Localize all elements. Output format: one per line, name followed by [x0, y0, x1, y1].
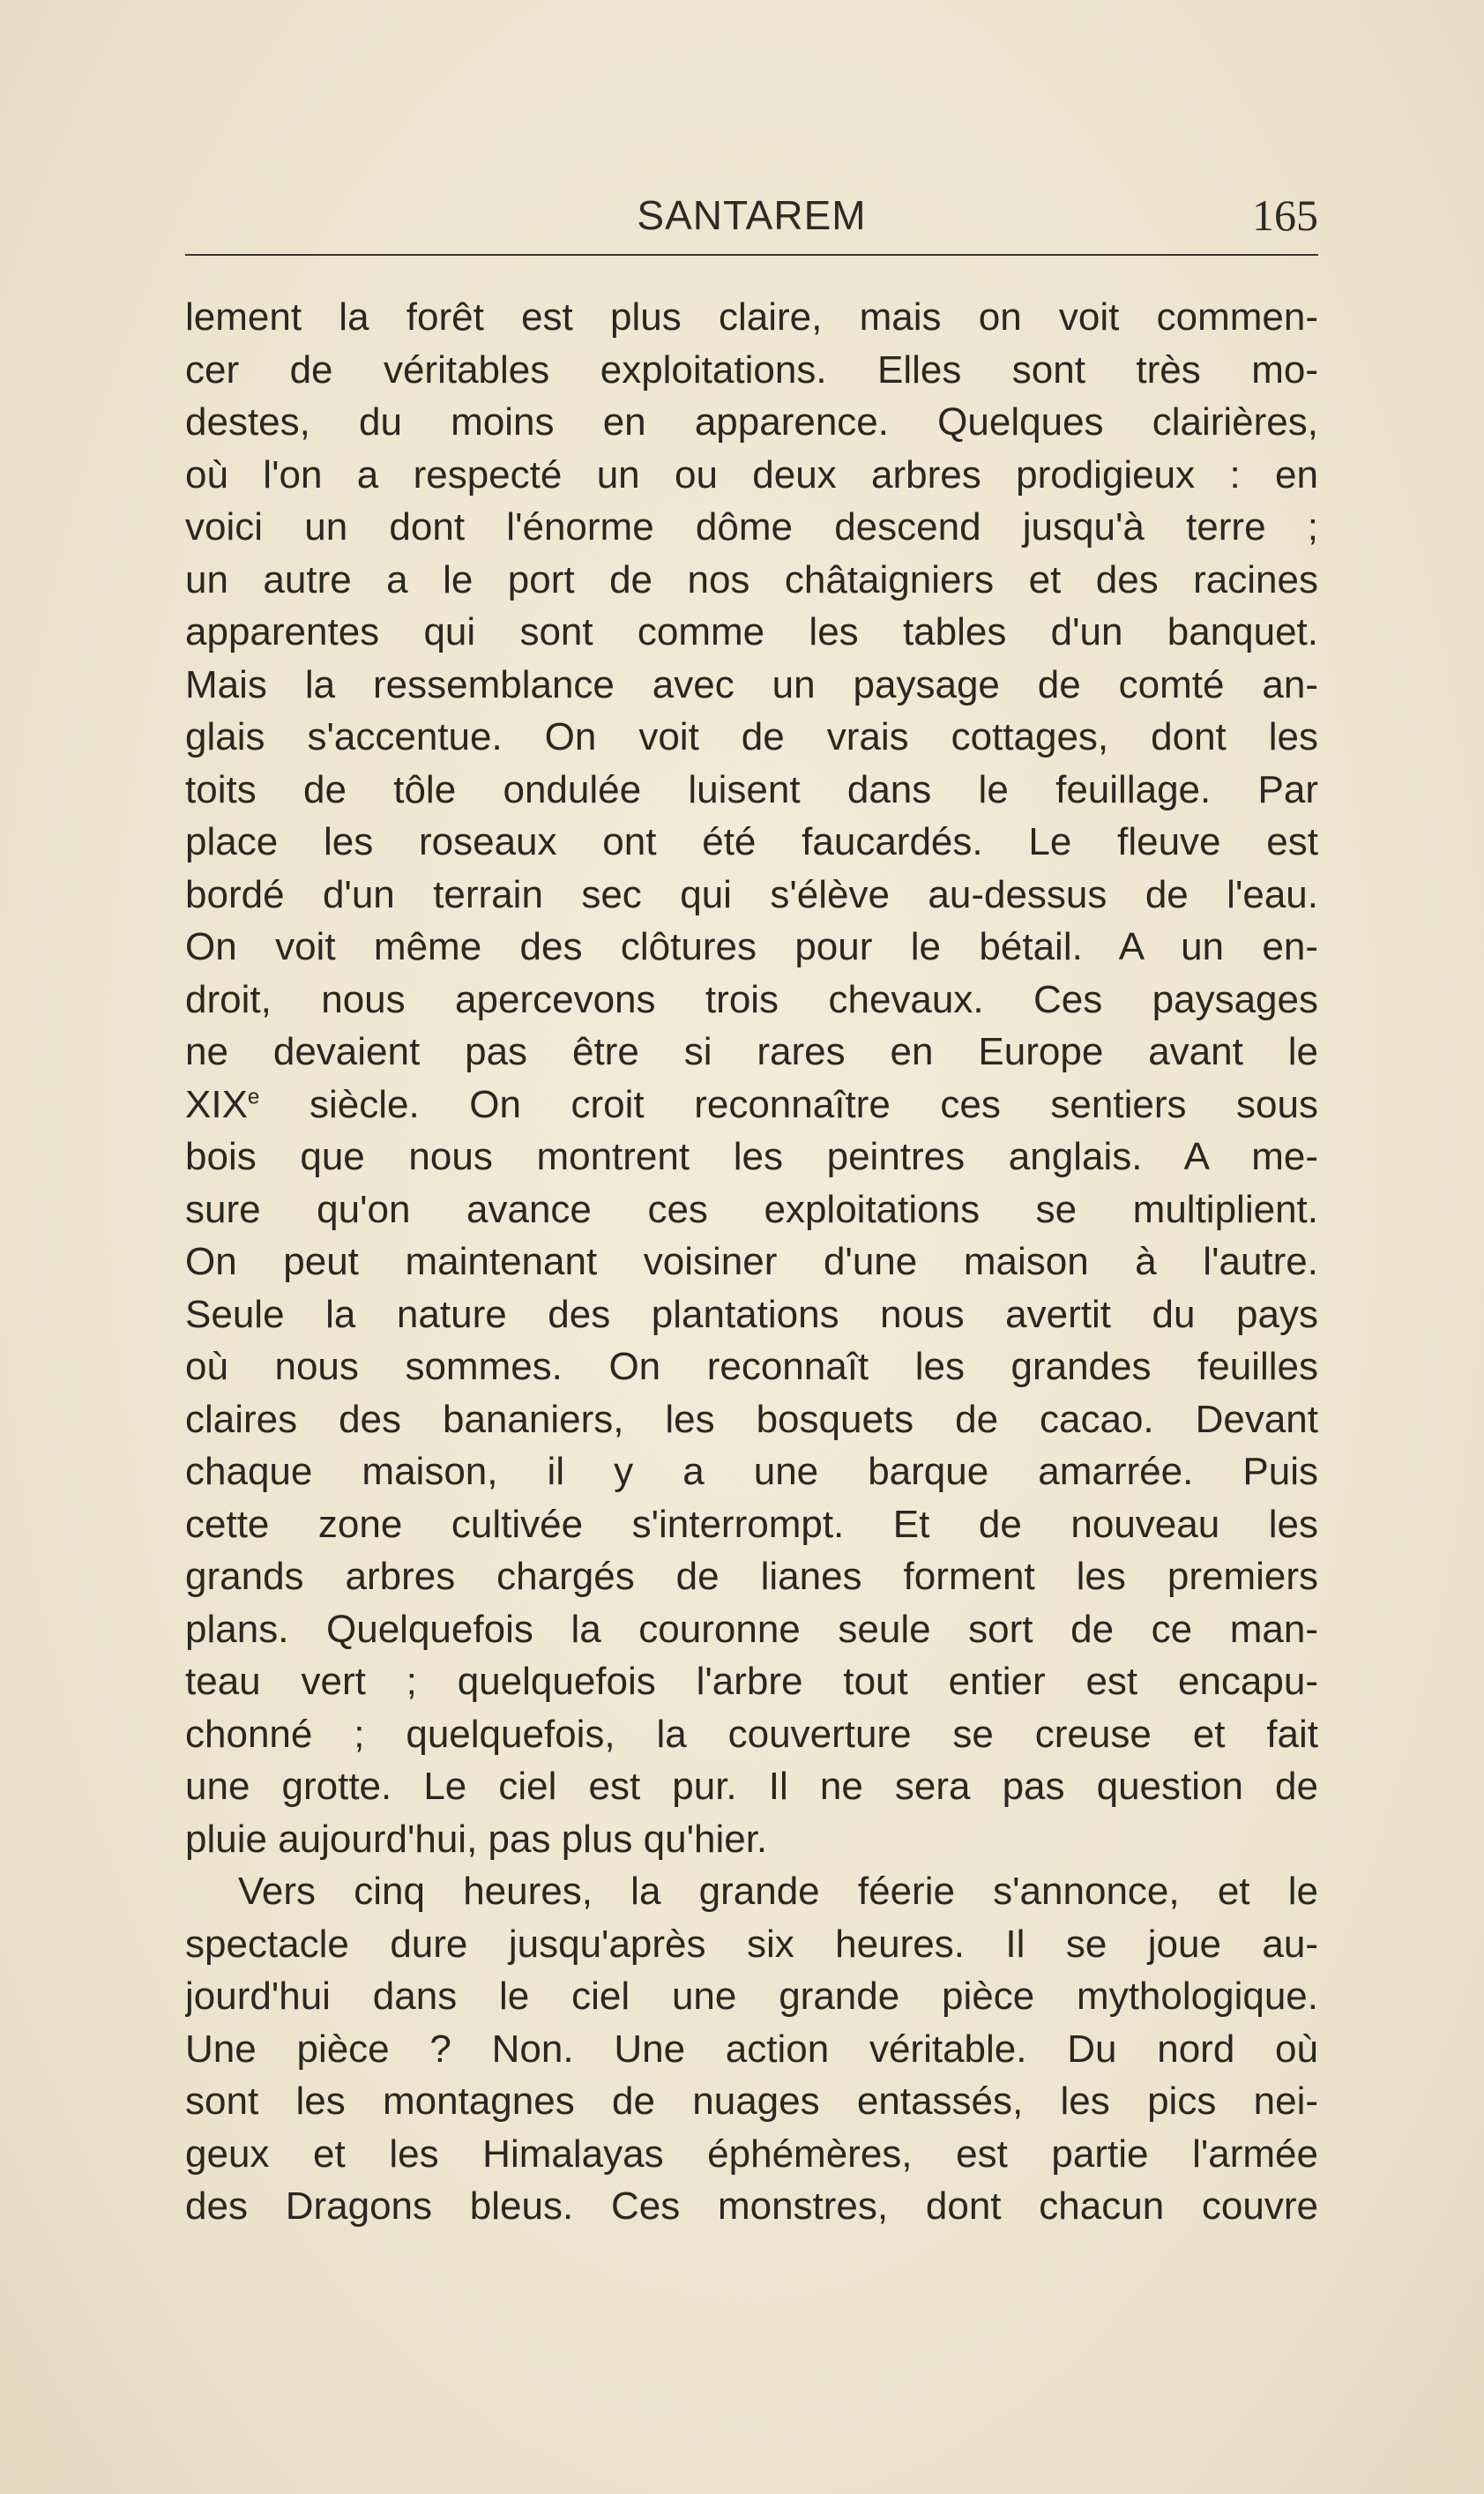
- text-line: apparentes qui sont comme les tables d'un banquet.: [185, 610, 1318, 653]
- text-line: destes, du moins en apparence. Quelques clairières,: [185, 400, 1318, 444]
- page-number: 165: [1252, 190, 1318, 240]
- text-line: des Dragons bleus. Ces monstres, dont chacun couvre: [185, 2184, 1318, 2228]
- text-line: une grotte. Le ciel est pur. Il ne sera pas question de: [185, 1765, 1318, 1808]
- text-line: On voit même des clôtures pour le bétail. A un en-: [185, 925, 1318, 968]
- text-line: spectacle dure jusqu'après six heures. Il se joue au-: [185, 1922, 1318, 1966]
- text-line: sont les montagnes de nuages entassés, les pics nei-: [185, 2080, 1318, 2123]
- century-numeral: XIX: [185, 1082, 248, 1126]
- header-rule: [185, 254, 1318, 256]
- text-line: chonné ; quelquefois, la couverture se creuse et fait: [185, 1712, 1318, 1756]
- text-line: place les roseaux ont été faucardés. Le fleuve est: [185, 820, 1318, 863]
- text-line: geux et les Himalayas éphémères, est partie l'armée: [185, 2132, 1318, 2176]
- text-line-century: [185, 1079, 1318, 1131]
- text-line: sure qu'on avance ces exploitations se multiplient.: [185, 1187, 1318, 1231]
- text-line: jourd'hui dans le ciel une grande pièce mythologique.: [185, 1975, 1318, 2018]
- text-line: Mais la ressemblance avec un paysage de comté an-: [185, 662, 1318, 706]
- century-suffix: e: [247, 1084, 260, 1109]
- text-line: cer de véritables exploitations. Elles sont très mo-: [185, 347, 1318, 392]
- text-line: lement la forêt est plus claire, mais on voit commen-: [185, 295, 1318, 339]
- text-line: ne devaient pas être si rares en Europe avant le: [185, 1030, 1318, 1073]
- text-line: où l'on a respecté un ou deux arbres prodigieux : en: [185, 452, 1318, 497]
- text-line: bordé d'un terrain sec qui s'élève au-dessus de l'eau.: [185, 872, 1318, 916]
- page-header: [185, 181, 1318, 243]
- text-line: bois que nous montrent les peintres anglais. A me-: [185, 1135, 1318, 1178]
- body-text: [185, 291, 1318, 2233]
- text-line: teau vert ; quelquefois l'arbre tout entier est encapu-: [185, 1660, 1318, 1703]
- text-line: voici un dont l'énorme dôme descend jusqu'à terre ;: [185, 505, 1318, 549]
- text-line: Une pièce ? Non. Une action véritable. Du nord où: [185, 2027, 1318, 2071]
- text-line: claires des bananiers, les bosquets de cacao. Devant: [185, 1397, 1318, 1441]
- text-line: cette zone cultivée s'interrompt. Et de nouveau les: [185, 1502, 1318, 1546]
- text-line: grands arbres chargés de lianes forment les premiers: [185, 1555, 1318, 1598]
- text-line: glais s'accentue. On voit de vrais cottages, dont les: [185, 715, 1318, 758]
- text-line: où nous sommes. On reconnaît les grandes feuilles: [185, 1345, 1318, 1388]
- century-line-text: siècle. On croit reconnaître ces sentiers sous: [309, 1082, 1318, 1126]
- text-line: plans. Quelquefois la couronne seule sort de ce man-: [185, 1607, 1318, 1651]
- text-line: toits de tôle ondulée luisent dans le feuillage. Par: [185, 767, 1318, 811]
- text-line-paragraph-end: pluie aujourd'hui, pas plus qu'hier.: [185, 1817, 768, 1861]
- text-line: un autre a le port de nos châtaigniers et des racines: [185, 557, 1318, 601]
- text-line: Seule la nature des plantations nous avertit du pays: [185, 1292, 1318, 1336]
- text-line: droit, nous apercevons trois chevaux. Ces paysages: [185, 977, 1318, 1021]
- running-title: SANTAREM: [637, 192, 867, 238]
- text-line: chaque maison, il y a une barque amarrée. Puis: [185, 1450, 1318, 1493]
- text-line: On peut maintenant voisiner d'une maison à l'autre.: [185, 1240, 1318, 1283]
- text-line-paragraph-start: Vers cinq heures, la grande féerie s'annonce, et le: [238, 1870, 1318, 1913]
